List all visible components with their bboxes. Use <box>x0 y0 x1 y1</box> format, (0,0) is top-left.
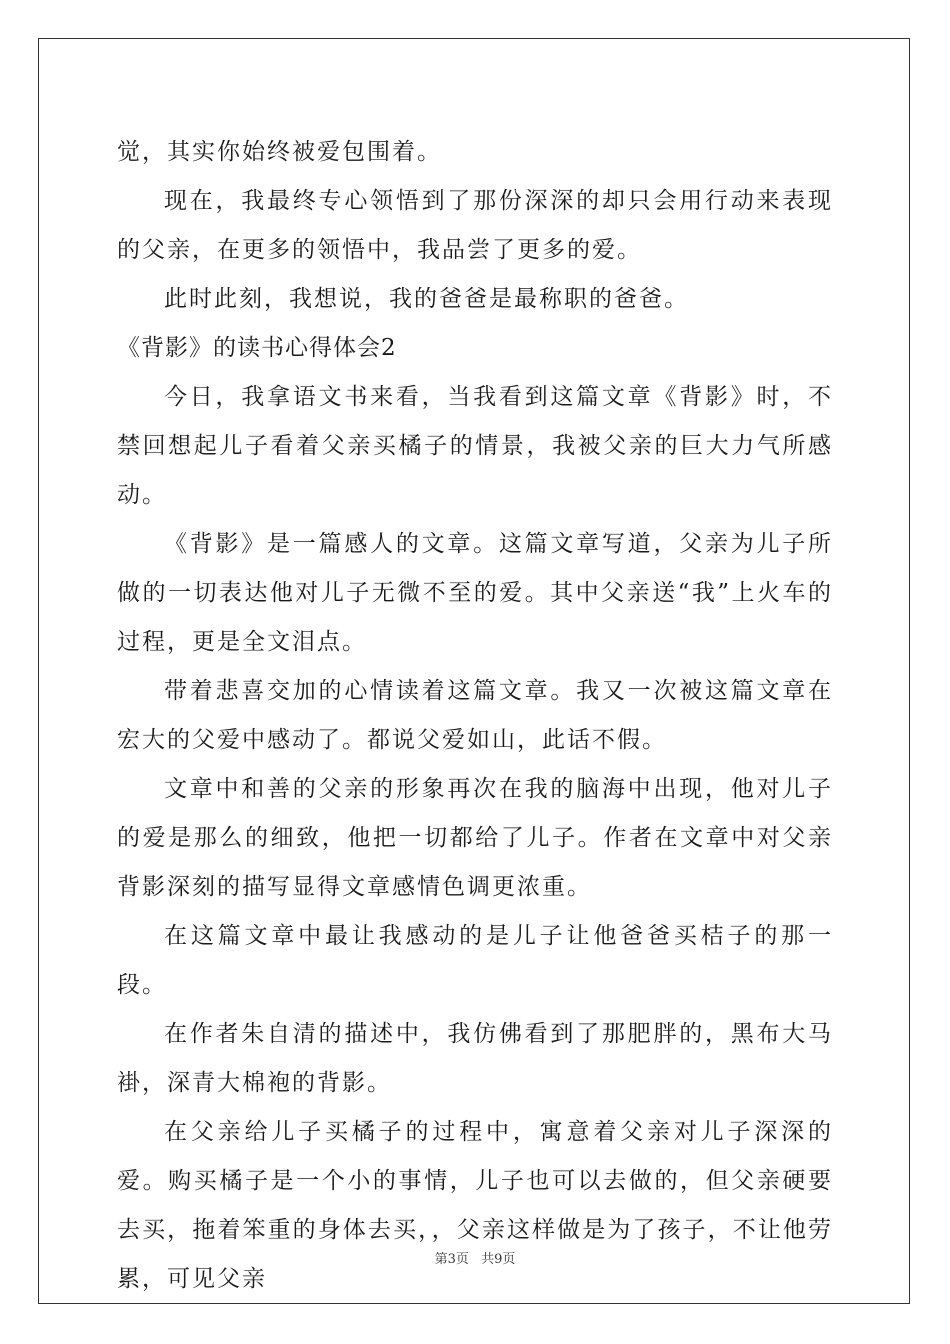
paragraph: 觉，其实你始终被爱包围着。 <box>117 139 442 165</box>
paragraph: 文章中和善的父亲的形象再次在我的脑海中出现，他对儿子的爱是那么的细致，他把一切都给了儿子。作者在文章中对父亲背影深刻的描写显得文章感情色调更浓重。 <box>117 776 833 900</box>
paragraph: 现在，我最终专心领悟到了那份深深的却只会用行动来表现的父亲，在更多的领悟中，我品尝了更多的爱。 <box>117 188 833 263</box>
paragraph: 带着悲喜交加的心情读着这篇文章。我又一次被这篇文章在宏大的父爱中感动了。都说父爱如山，此话不假。 <box>117 678 833 753</box>
document-body <box>117 128 833 1304</box>
paragraph: 《背影》是一篇感人的文章。这篇文章写道，父亲为儿子所做的一切表达他对儿子无微不至的爱。其中父亲送“我”上火车的过程，更是全文泪点。 <box>117 531 833 655</box>
paragraph: 在这篇文章中最让我感动的是儿子让他爸爸买桔子的那一段。 <box>117 923 833 998</box>
paragraph: 在父亲给儿子买橘子的过程中，寓意着父亲对儿子深深的爱。购买橘子是一个小的事情，儿子也可以去做的，但父亲硬要去买，拖着笨重的身体去买，，父亲这样做是为了孩子，不让他劳累，可见父亲 <box>117 1119 833 1292</box>
section-heading: 《背影》的读书心得体会2 <box>117 335 397 361</box>
page-total: 共9页 <box>481 1252 516 1267</box>
paragraph: 今日，我拿语文书来看，当我看到这篇文章《背影》时，不禁回想起儿子看着父亲买橘子的情景，我被父亲的巨大力气所感动。 <box>117 384 833 508</box>
paragraph: 此时此刻，我想说，我的爸爸是最称职的爸爸。 <box>164 286 689 312</box>
paragraph: 在作者朱自清的描述中，我仿佛看到了那肥胖的，黑布大马褂，深青大棉袍的背影。 <box>117 1021 833 1096</box>
page-number: 第3页 <box>434 1252 469 1267</box>
page-footer <box>0 1248 950 1267</box>
